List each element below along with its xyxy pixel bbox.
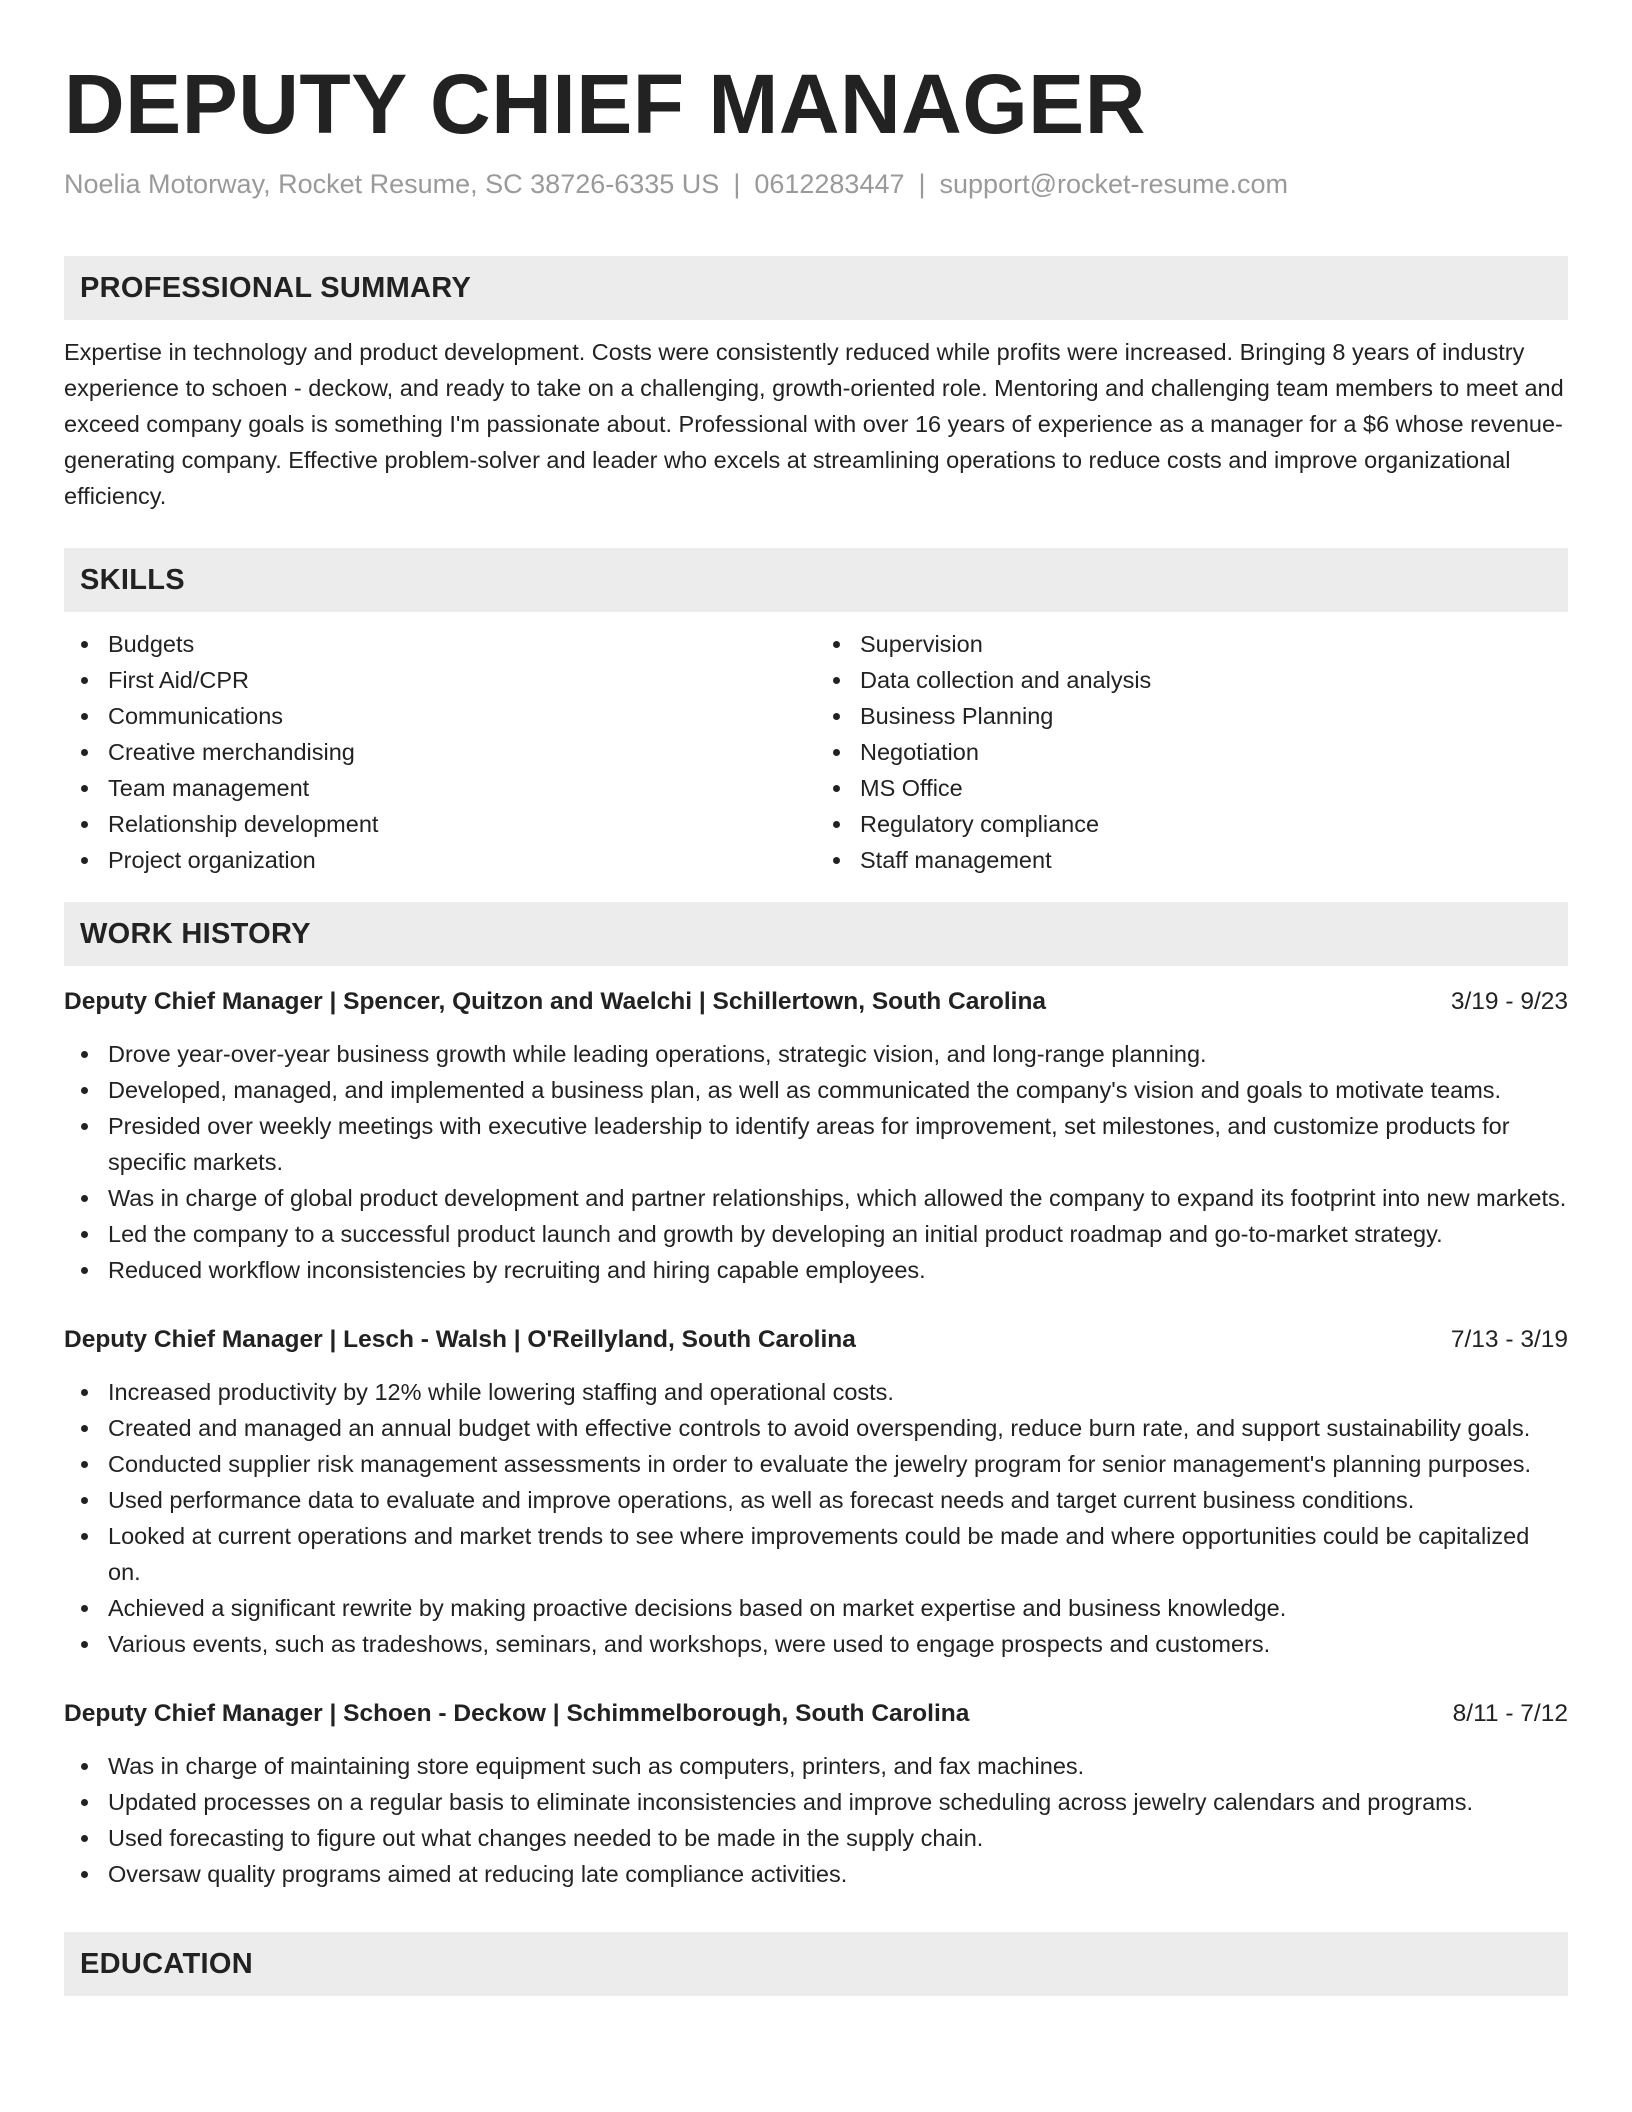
job-bullet: Achieved a significant rewrite by making proactive decisions based on market expertise and business knowledge. (108, 1590, 1568, 1626)
skill-item: Communications (108, 698, 816, 734)
job-header (64, 984, 1568, 1020)
job-bullets (64, 1374, 1568, 1662)
job-bullet: Was in charge of maintaining store equipment such as computers, printers, and fax machines. (108, 1748, 1568, 1784)
job-bullet: Created and managed an annual budget with effective controls to avoid overspending, reduce burn rate, and support sustainability goals. (108, 1410, 1568, 1446)
work-history-list (64, 984, 1568, 1892)
skill-item: Staff management (860, 842, 1568, 878)
skill-item: MS Office (860, 770, 1568, 806)
skill-item: Business Planning (860, 698, 1568, 734)
job-bullet: Used forecasting to figure out what changes needed to be made in the supply chain. (108, 1820, 1568, 1856)
skills-column-right (816, 626, 1568, 878)
contact-address: Noelia Motorway, Rocket Resume, SC 38726-6335 US (64, 169, 720, 199)
section-heading-summary: PROFESSIONAL SUMMARY (64, 256, 1568, 320)
contact-separator: | (918, 169, 926, 199)
job-bullet: Looked at current operations and market trends to see where improvements could be made and where opportunities could be capitalized on. (108, 1518, 1568, 1590)
job-dates: 8/11 - 7/12 (1452, 1700, 1568, 1727)
job-header (64, 1696, 1568, 1732)
contact-line (64, 166, 1568, 202)
job-dates: 7/13 - 3/19 (1450, 1326, 1568, 1353)
contact-phone: 0612283447 (754, 169, 905, 199)
job-bullets (64, 1748, 1568, 1892)
skill-item: Project organization (108, 842, 816, 878)
summary-text: Expertise in technology and product development. Costs were consistently reduced while profits were increased. Bringing 8 years of industry experience to schoen - deckow, and ready to take on a challenging, growth-oriented role. Mentoring and challenging team members to meet and exceed company goals is something I'm passionate about. Professional with over 16 years of experience as a manager for a $6 whose revenue-generating company. Effective problem-solver and leader who excels at streamlining operations to reduce costs and improve organizational efficiency. (64, 339, 1564, 509)
job-bullets (64, 1036, 1568, 1288)
job-bullet: Increased productivity by 12% while lowering staffing and operational costs. (108, 1374, 1568, 1410)
skill-item: Regulatory compliance (860, 806, 1568, 842)
skill-item: Budgets (108, 626, 816, 662)
job-bullet: Reduced workflow inconsistencies by recruiting and hiring capable employees. (108, 1252, 1568, 1288)
job-header (64, 1322, 1568, 1358)
resume-title: DEPUTY CHIEF MANAGER (64, 57, 1146, 151)
section-heading-skills: SKILLS (64, 548, 1568, 612)
skill-item: Team management (108, 770, 816, 806)
skill-item: Creative merchandising (108, 734, 816, 770)
job-bullet: Various events, such as tradeshows, seminars, and workshops, were used to engage prospects and customers. (108, 1626, 1568, 1662)
job-bullet: Drove year-over-year business growth while leading operations, strategic vision, and long-range planning. (108, 1036, 1568, 1072)
job-bullet: Used performance data to evaluate and improve operations, as well as forecast needs and target current business conditions. (108, 1482, 1568, 1518)
job-bullet: Was in charge of global product development and partner relationships, which allowed the company to expand its footprint into new markets. (108, 1180, 1568, 1216)
skills-grid (64, 626, 1568, 878)
skill-item: Relationship development (108, 806, 816, 842)
job-entry (64, 984, 1568, 1288)
contact-separator: | (733, 169, 741, 199)
job-title: Deputy Chief Manager | Lesch - Walsh | O'Reillyland, South Carolina (64, 1326, 856, 1353)
job-bullet: Developed, managed, and implemented a business plan, as well as communicated the company's vision and goals to motivate teams. (108, 1072, 1568, 1108)
skill-item: First Aid/CPR (108, 662, 816, 698)
job-entry (64, 1696, 1568, 1892)
job-bullet: Led the company to a successful product launch and growth by developing an initial product roadmap and go-to-market strategy. (108, 1216, 1568, 1252)
job-bullet: Oversaw quality programs aimed at reducing late compliance activities. (108, 1856, 1568, 1892)
skill-item: Supervision (860, 626, 1568, 662)
job-bullet: Updated processes on a regular basis to eliminate inconsistencies and improve scheduling across jewelry calendars and programs. (108, 1784, 1568, 1820)
skill-item: Data collection and analysis (860, 662, 1568, 698)
section-heading-education: EDUCATION (64, 1932, 1568, 1996)
job-title: Deputy Chief Manager | Schoen - Deckow | Schimmelborough, South Carolina (64, 1700, 970, 1727)
skill-item: Negotiation (860, 734, 1568, 770)
section-heading-work-history: WORK HISTORY (64, 902, 1568, 966)
skills-column-left (64, 626, 816, 878)
contact-email: support@rocket-resume.com (939, 169, 1289, 199)
job-bullet: Presided over weekly meetings with executive leadership to identify areas for improvement, set milestones, and customize products for specific markets. (108, 1108, 1568, 1180)
job-bullet: Conducted supplier risk management assessments in order to evaluate the jewelry program for senior management's planning purposes. (108, 1446, 1568, 1482)
job-title: Deputy Chief Manager | Spencer, Quitzon and Waelchi | Schillertown, South Carolina (64, 988, 1047, 1015)
job-dates: 3/19 - 9/23 (1450, 988, 1568, 1015)
job-entry (64, 1322, 1568, 1662)
